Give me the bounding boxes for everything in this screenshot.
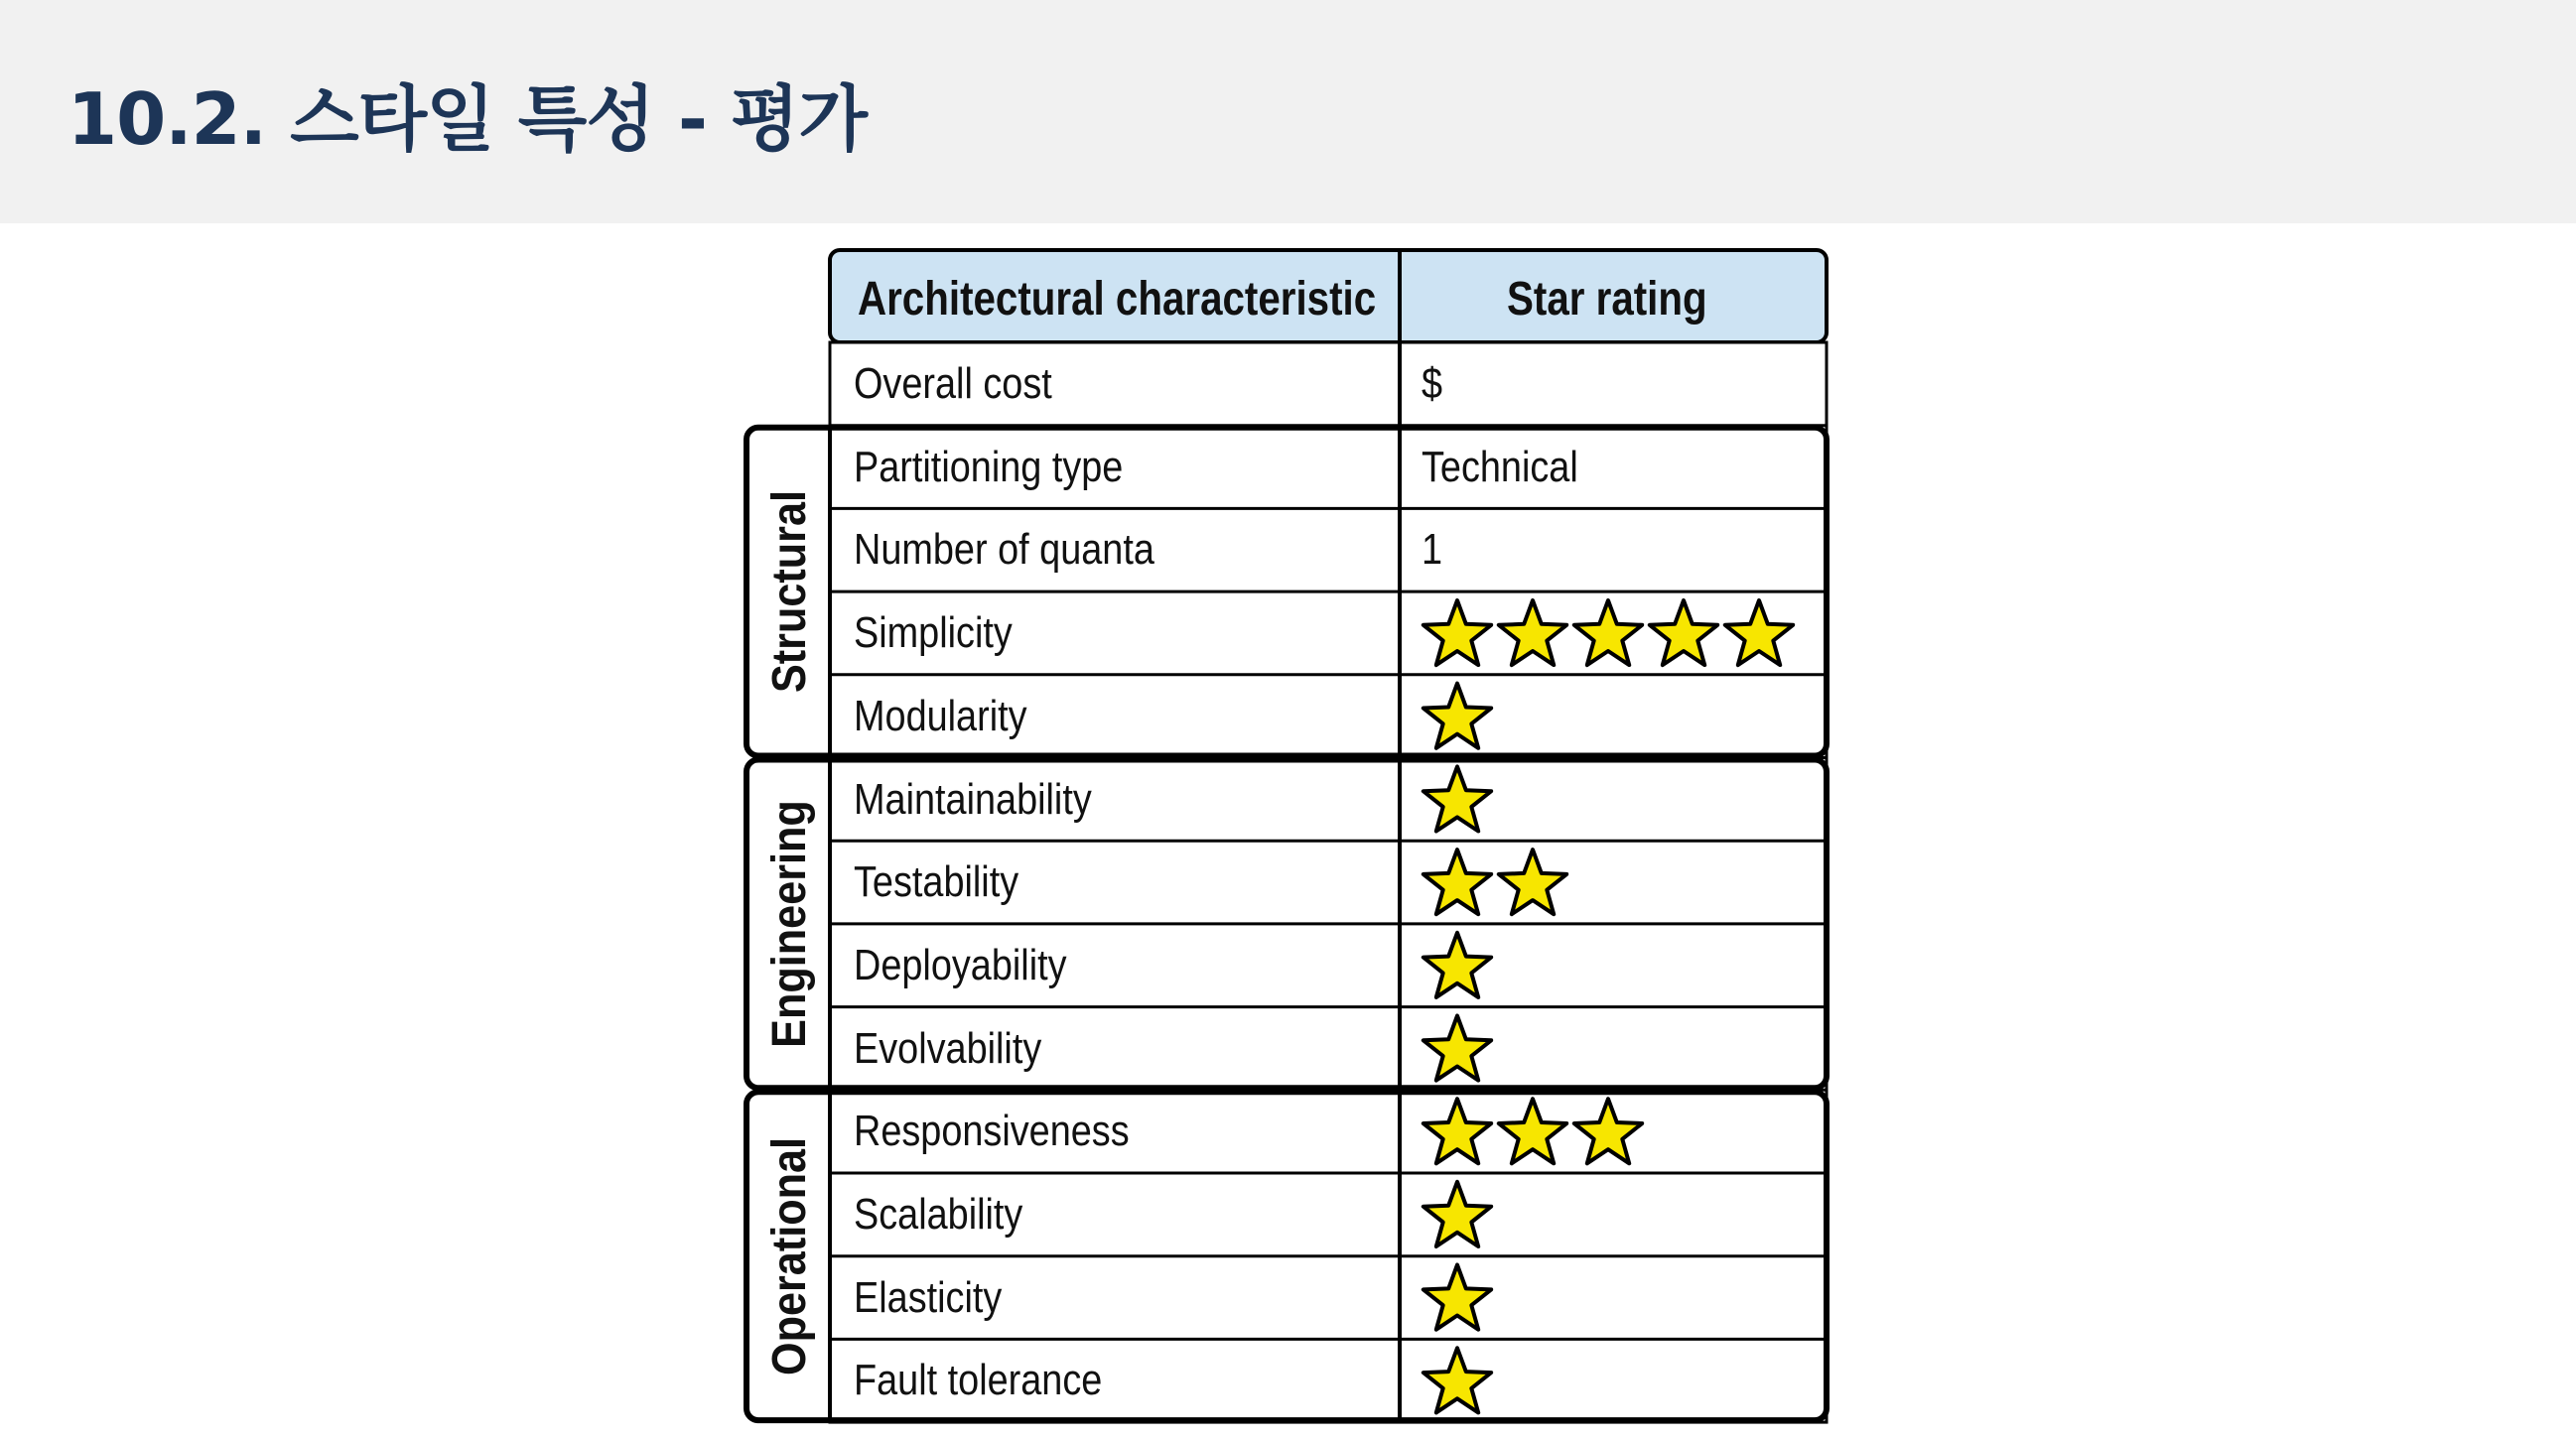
row-label: Scalability [854,1190,1023,1239]
row-label: Simplicity [854,608,1013,658]
group-label-structural: Structural [763,490,816,694]
row-label: Deployability [854,940,1067,989]
row-label: Testability [854,857,1019,907]
row-label: Number of quanta [854,525,1154,575]
header-star-rating: Star rating [1507,273,1707,326]
row-label: Maintainability [854,774,1092,824]
group-label-engineering: Engineering [763,800,816,1048]
row-label: Elasticity [854,1272,1003,1322]
header-characteristic: Architectural characteristic [858,273,1377,326]
row-label: Fault tolerance [854,1356,1103,1405]
row-value: $ [1422,359,1443,408]
group-label-operational: Operational [763,1136,816,1375]
row-label: Evolvability [854,1023,1042,1073]
row-label: Modularity [854,691,1027,740]
row-value: Technical [1422,442,1578,491]
row-label: Partitioning type [854,442,1124,491]
row-value: 1 [1422,525,1443,575]
page-title: 10.2. 스타일 특성 - 평가 [68,77,868,161]
row-label: Responsiveness [854,1107,1130,1156]
row-label: Overall cost [854,359,1052,408]
